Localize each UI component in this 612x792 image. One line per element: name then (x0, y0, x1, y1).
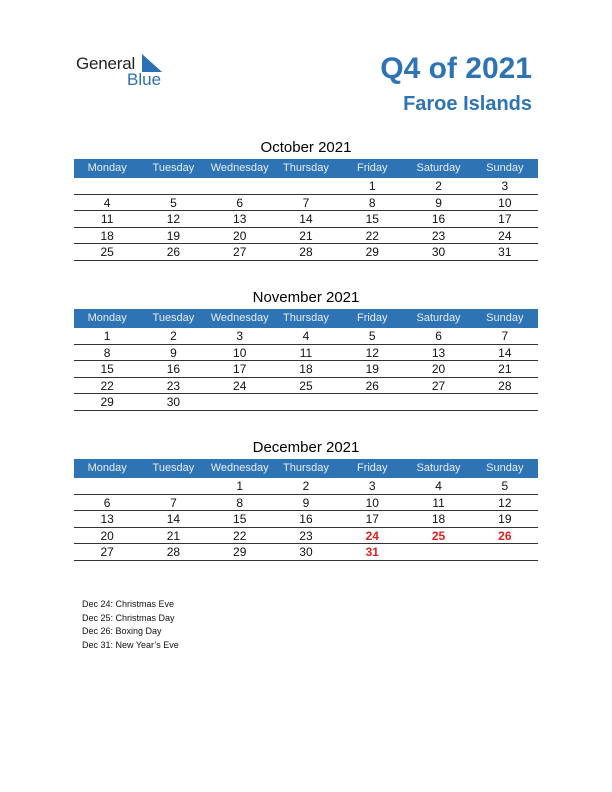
day-cell: 26 (498, 528, 512, 543)
weekday-label: Tuesday (152, 162, 195, 174)
month-weeks (74, 178, 538, 261)
day-cell: 21 (166, 528, 181, 543)
day-cell: 18 (431, 512, 446, 526)
day-cell: 19 (365, 362, 379, 376)
day-cell (472, 394, 538, 410)
day-cell (140, 178, 206, 194)
day-cell: 23 (299, 528, 313, 543)
holiday-note: Dec 31: New Year’s Eve (82, 639, 179, 650)
weekday-label: Monday (87, 462, 127, 474)
weekday-label: Wednesday (210, 312, 269, 324)
week-row (74, 544, 538, 561)
day-cell: 19 (498, 512, 512, 526)
day-cell (207, 178, 273, 194)
week-row (74, 361, 538, 378)
day-cell: 7 (170, 495, 177, 510)
week-row (74, 528, 538, 545)
holiday-note: Dec 25: Christmas Day (82, 612, 175, 623)
day-cell: 15 (100, 362, 114, 376)
day-cell: 24 (498, 228, 512, 243)
weekday-label: Saturday (416, 312, 461, 324)
day-cell: 17 (233, 362, 247, 376)
day-cell: 28 (498, 378, 512, 393)
week-row (74, 511, 538, 528)
month-calendar-october (74, 137, 538, 261)
day-cell (140, 478, 206, 494)
day-cell: 8 (368, 195, 376, 210)
day-cell: 2 (435, 179, 442, 193)
day-cell: 8 (103, 345, 111, 360)
day-cell: 3 (236, 329, 244, 343)
week-row (74, 478, 538, 495)
weekday-label: Saturday (416, 462, 461, 474)
day-cell: 3 (368, 479, 376, 493)
day-cell: 18 (299, 362, 313, 376)
week-row (74, 378, 538, 395)
weekday-header (74, 309, 538, 328)
day-cell: 5 (368, 329, 376, 343)
month-calendar-december (74, 437, 538, 561)
day-cell: 23 (431, 228, 446, 243)
weekday-label: Thursday (283, 312, 329, 324)
day-cell: 30 (431, 245, 446, 259)
weekday-label: Friday (356, 462, 388, 474)
day-cell: 1 (236, 479, 244, 493)
day-cell: 9 (170, 345, 177, 360)
day-cell: 20 (431, 362, 446, 376)
day-cell: 10 (233, 345, 247, 360)
day-cell: 1 (103, 329, 111, 343)
day-cell: 4 (103, 195, 111, 210)
day-cell: 6 (236, 195, 244, 210)
day-cell: 7 (501, 329, 509, 343)
day-cell: 8 (236, 495, 244, 510)
day-cell: 16 (166, 362, 181, 376)
day-cell: 9 (302, 495, 310, 510)
month-weeks (74, 478, 538, 561)
weekday-label: Tuesday (152, 312, 195, 324)
day-cell: 11 (100, 212, 114, 226)
day-cell (339, 394, 405, 410)
day-cell: 26 (166, 245, 181, 259)
day-cell: 13 (431, 345, 446, 360)
day-cell: 14 (166, 512, 181, 526)
day-cell: 15 (365, 212, 379, 226)
day-cell: 22 (365, 228, 379, 243)
day-cell: 10 (498, 195, 512, 210)
day-cell: 2 (170, 329, 177, 343)
month-weeks (74, 328, 538, 411)
day-cell: 7 (302, 195, 310, 210)
day-cell: 29 (233, 545, 247, 559)
day-cell: 17 (498, 212, 512, 226)
day-cell: 14 (299, 212, 313, 226)
brand-logo (76, 52, 176, 92)
weekday-label: Sunday (486, 462, 524, 474)
weekday-label: Sunday (486, 162, 524, 174)
day-cell: 10 (365, 495, 379, 510)
day-cell: 22 (233, 528, 247, 543)
day-cell: 29 (100, 395, 114, 409)
week-row (74, 394, 538, 411)
day-cell: 27 (100, 545, 114, 559)
day-cell: 19 (166, 228, 181, 243)
day-cell (405, 394, 471, 410)
day-cell: 20 (233, 228, 247, 243)
day-cell: 25 (299, 378, 313, 393)
week-row (74, 178, 538, 195)
page-title: Q4 of 2021 (380, 52, 532, 85)
weekday-label: Monday (87, 312, 127, 324)
weekday-header (74, 459, 538, 478)
day-cell: 16 (431, 212, 446, 226)
day-cell: 27 (431, 378, 446, 393)
day-cell: 13 (233, 212, 247, 226)
day-cell: 13 (100, 512, 114, 526)
week-row (74, 345, 538, 362)
weekday-label: Friday (356, 162, 388, 174)
day-cell: 12 (365, 345, 379, 360)
month-title: December 2021 (252, 439, 360, 456)
week-row (74, 244, 538, 261)
day-cell: 14 (498, 345, 512, 360)
day-cell (273, 178, 339, 194)
day-cell: 12 (498, 495, 512, 510)
weekday-label: Saturday (416, 162, 461, 174)
weekday-label: Wednesday (210, 162, 269, 174)
day-cell: 25 (100, 245, 114, 259)
day-cell (472, 544, 538, 560)
holiday-note: Dec 26: Boxing Day (82, 626, 162, 636)
day-cell: 31 (498, 245, 512, 259)
day-cell: 28 (299, 245, 313, 259)
logo-text-general: General (76, 54, 136, 73)
weekday-label: Friday (356, 312, 388, 324)
day-cell: 4 (435, 479, 442, 493)
day-cell (405, 544, 471, 560)
month-calendar-november (74, 287, 538, 411)
weekday-header (74, 159, 538, 178)
day-cell: 15 (233, 512, 247, 526)
day-cell: 16 (299, 512, 313, 526)
day-cell: 25 (431, 528, 446, 543)
day-cell: 21 (498, 362, 512, 376)
day-cell: 18 (100, 228, 114, 243)
day-cell (74, 478, 140, 494)
weekday-label: Thursday (283, 162, 329, 174)
logo-text-blue: Blue (127, 70, 162, 89)
day-cell: 9 (435, 195, 442, 210)
day-cell: 23 (166, 378, 181, 393)
weekday-label: Thursday (283, 462, 329, 474)
day-cell: 6 (103, 495, 111, 510)
week-row (74, 495, 538, 512)
day-cell: 12 (166, 212, 181, 226)
day-cell: 24 (233, 378, 247, 393)
day-cell: 4 (302, 329, 310, 343)
month-title: November 2021 (252, 289, 360, 306)
weekday-label: Sunday (486, 312, 524, 324)
day-cell: 27 (233, 245, 247, 259)
day-cell: 21 (299, 228, 313, 243)
week-row (74, 328, 538, 345)
day-cell (74, 178, 140, 194)
page-subtitle: Faroe Islands (403, 93, 532, 115)
day-cell: 17 (365, 512, 379, 526)
weekday-label: Tuesday (152, 462, 195, 474)
week-row (74, 195, 538, 212)
day-cell: 1 (368, 179, 376, 193)
week-row (74, 228, 538, 245)
day-cell: 11 (299, 345, 313, 360)
holiday-notes (82, 598, 179, 652)
day-cell: 30 (166, 395, 181, 409)
day-cell: 31 (365, 545, 379, 559)
weekday-label: Wednesday (210, 462, 269, 474)
day-cell: 5 (501, 479, 509, 493)
day-cell (207, 394, 273, 410)
month-title: October 2021 (260, 139, 352, 156)
day-cell: 5 (170, 195, 177, 210)
day-cell: 3 (501, 179, 509, 193)
day-cell: 28 (166, 545, 181, 559)
day-cell: 30 (299, 545, 313, 559)
day-cell: 29 (365, 245, 379, 259)
day-cell: 22 (100, 378, 114, 393)
day-cell: 6 (435, 329, 442, 343)
day-cell: 2 (302, 479, 310, 493)
day-cell: 20 (100, 528, 114, 543)
day-cell: 11 (432, 495, 445, 510)
day-cell (273, 394, 339, 410)
day-cell: 24 (365, 528, 379, 543)
holiday-note: Dec 24: Christmas Eve (82, 599, 175, 609)
week-row (74, 211, 538, 228)
weekday-label: Monday (87, 162, 127, 174)
day-cell: 26 (365, 378, 379, 393)
